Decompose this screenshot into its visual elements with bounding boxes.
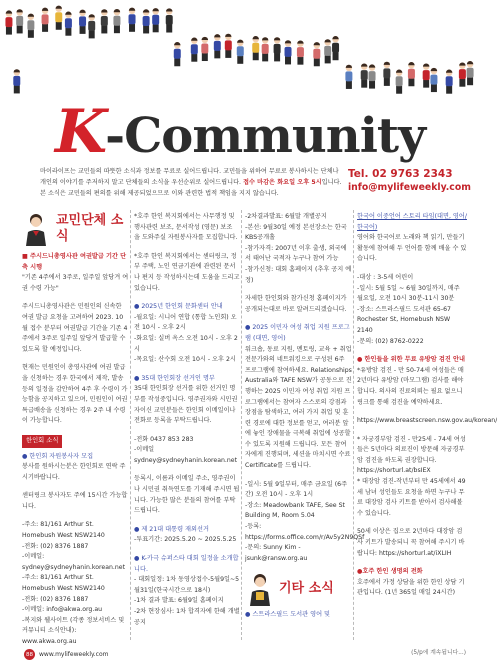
crowd-person — [467, 61, 474, 85]
footer — [24, 649, 108, 660]
item-body: *호주 한인 복지회에서는 센터링크, 정부 주택, 노인 연금기관에 관련된 문서나 편지 등 작성하시는데 도움을 드리고 있습니다. — [134, 252, 240, 292]
title-k: K — [55, 97, 106, 167]
page-number: 88 — [24, 649, 35, 660]
item-heading: ● 한인들을 위한 무료 유방암 검진 안내 — [357, 356, 465, 364]
crowd-person — [274, 37, 281, 61]
item-body: 센터링크 봉사자도 주에 15시간 가능합니다. — [22, 492, 128, 510]
item-body: 현재는 민원인이 총영사관에 여권 발급을 신청하는 경우 한국에서 제작, 발송 등의 일정을 감안하여 4주 후 수령이 가능함을 공지하고 있으며, 민원인이 여권 특급배송을 신청하는 경우 2주 내 수령이 가능합니다. — [22, 364, 128, 425]
crowd-person — [5, 10, 12, 34]
item-body: 50세 이상은 집으로 2년마다 대장암 검사 키트가 발송되니 꼭 참여해 주시기 바랍니다: https://shorturl.at/iXLIH — [357, 528, 465, 557]
crowd-person — [129, 8, 136, 32]
continued-note: (5/p에 계속됩니다...) — [411, 650, 466, 656]
item-body: -주소: 81/161 Arthur St. Homebush West NSW2140 -전화: (02) 8376 1887 -이메일: sydney@sydneyhanin.korean.net -주소: 81/161 Arthur St. Homebush West NSW2140 -전화: (02) 8376 1887 -이메일: info@akwa.org.au -복지와 웰사이트 (각종 정보서비스 및 커뮤니티 소식안내): www.akwa.org.au — [22, 521, 126, 645]
crowd-person — [459, 62, 466, 86]
crowd-person — [369, 64, 376, 88]
item-body: "기존 4주에서 3주로, 일주일 앞당겨 여권 수령 가능" — [22, 274, 129, 292]
item-body: * 자궁경부암 검진 - 만25세 - 74세 여성들은 5년마다 의료진이 방문해 자궁경부암 검진을 하도록 권장합니다. https://shorturl.at/bsIEX * 대장암 검진-작년부터 만 45세에서 49세 남녀 성인들도 요청을 하면 누구나 무료 대장암 검사 키트를 받아서 검사해볼 수 있습니다. — [357, 435, 466, 517]
crowd-person — [396, 70, 403, 94]
crowd-person — [16, 9, 23, 33]
crowd-person — [446, 69, 453, 93]
crowd-person — [201, 37, 208, 61]
crowd-person — [225, 34, 232, 58]
section-header-groups — [22, 212, 129, 246]
crowd-person — [55, 6, 62, 30]
item-body: - 대회일정: 1차 동영상접수-5월9일~5월31일(한국시간으로 18시) -1차 결과 발표: 6월9일 홈페이지 -2차 현장심사: 1차 합격자에 한해 개별공지 — [134, 576, 240, 626]
intro-text — [40, 166, 342, 199]
crowd-person — [113, 9, 120, 33]
item-heading: ● 제 21대 대통령 재외선거 — [134, 525, 209, 533]
person-icon — [245, 572, 275, 606]
crowd-person — [237, 40, 244, 64]
crowd-person — [27, 14, 34, 38]
item-body: -월요일: 시니어 연합 (통합 노인회) 오전 10시 - 오후 2시 -화요일: 실버 옥스 오전 10시 - 오후 2시 -목요일: 산수회 오전 10시 - 오후 2시 — [134, 313, 238, 364]
item-body: 호주에서 가정 상담을 위한 한인 상담 기관입니다. (1년 365일 매일 24시간) — [357, 578, 465, 597]
crowd-person — [361, 63, 368, 87]
column-divider — [130, 210, 131, 640]
title-rest: -Community — [105, 108, 425, 164]
crowd-person — [430, 68, 437, 92]
crowd-person — [166, 8, 173, 32]
crowd-person — [191, 38, 198, 62]
breastscreen-link[interactable]: https://www.breastscreen.nsw.gov.au/korean/ — [357, 417, 497, 425]
intro-line-2c: 입니다. — [321, 179, 342, 186]
item-heading: ■ 주시드니총영사관 여권발급 기간 단축 시행 — [22, 253, 127, 271]
item-heading: ● 한인회 자원봉사자 모집 — [22, 452, 94, 460]
crowd-person — [324, 39, 331, 63]
item-body: -전화 0437 853 283 -이메일 sydney@sydneyhanin.korean.net — [134, 435, 238, 464]
item-body: 주시드니총영사관은 민원인의 신속한 여권 발급 요청을 고려하여 2023. 10월 접수 분부터 여권발급 기간을 기존 4주에서 3주로 일주일 앞당겨 발급할 수 있도록 할 예정입니다. — [22, 303, 128, 353]
intro-line-3: 본 소식은 교민들의 편의를 위해 제공되었으므로 이와 관련한 법적 책임을 지지 않습니다. — [40, 190, 279, 197]
footer-site[interactable]: www.mylifeweekly.com — [39, 651, 109, 658]
contact-email[interactable]: info@mylifeweekly.com — [348, 182, 471, 193]
item-body: -대상 : 3-5세 어린이 -일시: 5월 5일 ~ 6월 30일까지, 매주 월요일, 오전 10시 30분-11시 30분 -장소: 스트라스필드 도서관 65-67 Rochester St, Homebush NSW 2140 -문의: (02) 8762-0222 — [357, 273, 460, 345]
item-heading: ● K-카극 슈퍼스타 대회 일정을 소개합니다. — [134, 555, 239, 573]
intro-line-2a: 개인의 이야기를 주저하지 말고 단체들의 소식을 우선순위로 실어드립니다. — [40, 179, 242, 186]
item-body: -투표기간: 2025.5.20 ~ 2025.5.25 — [134, 536, 237, 544]
crowd-person — [214, 34, 221, 58]
intro-line-2 — [40, 177, 342, 188]
section-title: 기타 소식 — [279, 581, 334, 597]
crowd-person — [262, 37, 269, 61]
crowd-person — [152, 8, 159, 32]
crowd-person — [345, 65, 352, 89]
contact-tel: Tel. 02 9763 2343 — [348, 168, 453, 180]
section-title: 교민단체 소식 — [56, 213, 124, 244]
crowd-person — [252, 36, 259, 60]
item-heading: ●호주 한인 생명의 전화 — [357, 568, 423, 576]
item-heading: 한국어 이중언어 스토리 타임(대면, 영어/한국어) — [357, 213, 467, 231]
crowd-person — [383, 62, 390, 86]
crowd-person — [101, 9, 108, 33]
crowd-illustration — [0, 0, 480, 95]
item-heading: ● 2025년 한인회 문화센터 안내 — [134, 303, 223, 311]
section-header-other — [245, 572, 352, 606]
section-label: 한인회 소식 — [22, 435, 62, 448]
column-4 — [357, 212, 497, 607]
person-icon — [22, 212, 50, 246]
contact-block — [348, 168, 478, 193]
page-title — [0, 97, 480, 167]
deadline-text: 접수 마감은 화요일 오후 5시 — [243, 179, 322, 186]
crowd-person — [408, 62, 415, 86]
crowd-person — [42, 8, 49, 32]
item-body: 자세한 한인회와 참가신청 홈페이지가 공개되는대로 바로 알려드리겠습니다. — [245, 295, 347, 313]
item-heading: ● 스트라스필드 도서관 영어 및 — [245, 611, 330, 619]
item-body: 봉사를 원하시는분은 한인회로 연락 주시기바랍니다. — [22, 463, 126, 481]
item-body: 등록시, 이름과 이메일 주소, 영주권이나 시민권 취득연도를 기재해 주시면 됩니다. 가능한 많은 분들의 참여를 부탁드립니다. — [134, 475, 240, 515]
item-heading: ● 2025 이민자 여성 취업 지원 프로그램 (대면, 영어) — [245, 324, 350, 342]
crowd-person — [285, 40, 292, 64]
crowd-person — [332, 36, 339, 60]
intro-line-1: 마이라이프는 교민들의 따뜻한 소식과 정보를 무료로 실어드립니다. 교민들을 위하여 무료로 봉사하시는 단체나 — [40, 168, 339, 175]
column-2 — [134, 212, 240, 636]
crowd-person — [143, 9, 150, 33]
crowd-person — [174, 42, 181, 66]
item-body: -일시: 5월 9일부터, 매주 금요일 (6주간) 오전 10시 - 오후 1시 -장소: Meadowbank TAFE, See St Building M, Room 5.04 -등록: https://forms.office.com/r/Av5y2N9QSf -문의: Sunny Kim - jsunk@ransw.org.au — [245, 480, 365, 562]
crowd-person — [313, 42, 320, 66]
item-heading: ● 35대 한인회장 선거인 명부 — [134, 374, 215, 382]
crowd-person — [88, 14, 95, 38]
column-divider — [353, 210, 354, 640]
crowd-person — [65, 12, 72, 36]
crowd-person — [423, 63, 430, 87]
column-3 — [245, 212, 365, 621]
column-1 — [22, 212, 129, 656]
crowd-person — [79, 10, 86, 34]
item-body: 35대 한인회장 선거를 위한 선거인 명부를 작성중입니다. 영주권자와 시민권자이신 교민분들은 한인회 이메일이나 전화로 등록을 부탁드립니다. — [134, 385, 238, 425]
item-body: 영어와 한국어로 노래와 책 읽기, 만들기 활동에 참여해 두 언어를 함께 배울 수 있습니다. — [357, 234, 467, 263]
item-body: *유방암 검진 - 만 50-74세 여성들은 매 2년마다 유방암 (마모그램) 검사를 해야 합니다. 의사의 진료의뢰는 필요 없으니 링크를 통해 검진을 예약하세요. — [357, 366, 464, 406]
column-divider — [241, 210, 242, 640]
crowd-person — [297, 40, 304, 64]
crowd-person — [13, 69, 20, 93]
item-body: 워크숍, 동료 지원, 멘토링, 교육 + 취업 전문가와의 네트워킹으로 구성된 6주 프로그램에 참여하세요. Relationships Australia와 TAFE NSW가 공동으로 진행하는 2025 이민자 여성 취업 지원 프로그램에서는 참여자 스스로의 강점과 장점을 탐색하고, 여러 가지 취업 및 훈련 경로에 대한 정보를 얻고, 여러분 앞에 놓인 장애물을 극복해 취업에 성공할 수 있도록 지원해 드립니다. 모든 참여자에게 진행되며, 세션을 마치시면 수료 Certificate를 드립니다. — [245, 345, 352, 470]
item-body: *호주 한인 복지회에서는 사무행정 및 행사관련 보조, 문서작성 (영문) 보조 을 도와주실 자원봉사자를 모집합니다. — [134, 213, 238, 242]
item-body: -2차결과발표: 6월말 개별공지 -본선: 9월30일 예정 본선장소는 한국 KBS공개홀 -참가자격: 2007년 이후 출생, 외국에서 태어난 국적자 누구나 참여 가능 -참가신청: 대회 홈페이지 (추후 공지 예정) — [245, 213, 352, 284]
